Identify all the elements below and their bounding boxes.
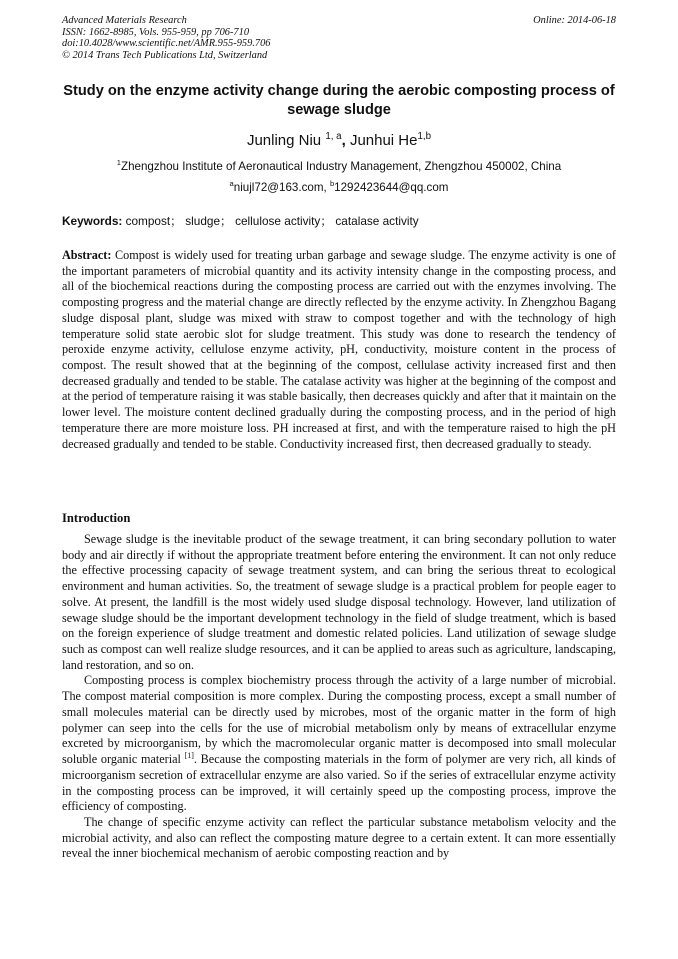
email-b-marker: b bbox=[329, 179, 335, 189]
author-separator: , bbox=[341, 132, 350, 149]
journal-issn: ISSN: 1662-8985, Vols. 955-959, pp 706-710 bbox=[62, 26, 250, 38]
intro-paragraph-2-text: Composting process is complex biochemistry process through the activity of a large number of microbial. The compost material composition is more complex. During the composting process, except a small number of small molecules material can be directly used by microbes, most of the organic matter in the form of high polymer can seep into the cells for the use of microbial metabolism only by means of extracellular enzyme excreted by microorganism, by which the macromolecular organic matter is decomposed into small molecular soluble organic material bbox=[62, 673, 616, 767]
online-date: Online: 2014-06-18 bbox=[533, 15, 616, 26]
affiliation-marker: 1 bbox=[116, 158, 121, 168]
introduction-body bbox=[62, 532, 616, 862]
journal-name: Advanced Materials Research bbox=[62, 15, 187, 26]
intro-paragraph-2 bbox=[62, 673, 616, 814]
email-a-marker: a bbox=[229, 179, 234, 189]
keywords-text: compost； sludge； cellulose activity； catalase activity bbox=[122, 214, 419, 228]
author-line bbox=[62, 131, 616, 151]
author-emails bbox=[62, 180, 616, 195]
abstract-label: Abstract: bbox=[62, 248, 112, 262]
journal-doi: doi:10.4028/www.scientific.net/AMR.955-959.706 bbox=[62, 38, 271, 50]
journal-header bbox=[62, 15, 616, 61]
intro-paragraph-3: The change of specific enzyme activity can reflect the particular substance metabolism velocity and the microbial activity, and also can reflect the composting mature degree to a certain extent. It can more essentially reveal the inner biochemical mechanism of aerobic composting reaction and by bbox=[62, 814, 616, 861]
abstract bbox=[62, 248, 616, 452]
email-b: 1292423644@qq.com bbox=[334, 181, 449, 194]
affiliation-text: Zhengzhou Institute of Aeronautical Industry Management, Zhengzhou 450002, China bbox=[120, 160, 562, 173]
paper-title: Study on the enzyme activity change during the aerobic composting process of sewage sludge bbox=[63, 83, 615, 118]
keywords bbox=[62, 214, 616, 229]
author-1-name: Junling Niu bbox=[246, 132, 326, 149]
citation-ref-1: [1] bbox=[184, 751, 194, 760]
affiliation bbox=[62, 159, 616, 174]
author-2-marker: 1,b bbox=[417, 131, 432, 142]
intro-paragraph-2-continued: . Because the composting materials in the form of polymer are very rich, all kinds of microorganism secretion of extracellular enzyme are also varied. So if the series of extracellular enzyme activity in the composting process can be improved, it will certainly speed up the composting process, improve the efficiency of composting. bbox=[62, 752, 616, 814]
author-1-marker: 1, a bbox=[325, 131, 342, 142]
email-a: niujl72@163.com, bbox=[233, 181, 330, 194]
abstract-text: Compost is widely used for treating urban garbage and sewage sludge. The enzyme activity is one of the important parameters of microbial quantity and its activity intensity change in the composting process, and all of the biochemical reactions during the composting process are carried out with the enzymes involving. The composting progress and the material change are directly reflected by the enzyme activity. In Zhengzhou Bagang sludge disposal plant, sludge was mixed with straw to compost together and with the technology of high temperature solid state aerobic slot for sludge treatment. This study was done to research the tendency of peroxide enzyme activity, cellulose enzyme activity, pH, conductivity, moisture content in the process of compost. The result showed that at the beginning of the compost, cellulase activity increased first and then decreased gradually and tended to be stable. The catalase activity was higher at the beginning of the compost and at the period of temperature raising it was stable basically, then decreases quickly and after that it maintain on the lower level. The moisture content declined gradually during the composting process, and in the period of high temperature there are more moisture loss. PH increased at first, and with the temperature raised to high the pH decreased gradually and tended to be stable. Conductivity increased first, then decreased gradually to steady. bbox=[62, 248, 616, 451]
author-2-name: Junhui He bbox=[349, 132, 418, 149]
keywords-label: Keywords: bbox=[62, 214, 123, 228]
intro-paragraph-1: Sewage sludge is the inevitable product of the sewage treatment, it can bring secondary pollution to water body and air directly if without the appropriate treatment before entering the environment. It can not only reduce the effective processing capacity of sewage treatment system, and can bring the serious threat to ecological environment and human activities. So, the treatment of sewage sludge is a practical problem for people eager to solve. At present, the landfill is the most widely used sludge disposal technology. However, land utilization of sewage sludge should be the important development technology in the field of sludge treatment, which is based on the foreign experience of sludge treatment and domestic related policies. Land utilization of sewage sludge such as compost can well realize sludge resources, and it can be applied to areas such as agriculture, landscaping, land restoration, and so on. bbox=[62, 532, 616, 672]
journal-copyright: © 2014 Trans Tech Publications Ltd, Switzerland bbox=[62, 49, 268, 61]
introduction-heading: Introduction bbox=[62, 511, 131, 525]
